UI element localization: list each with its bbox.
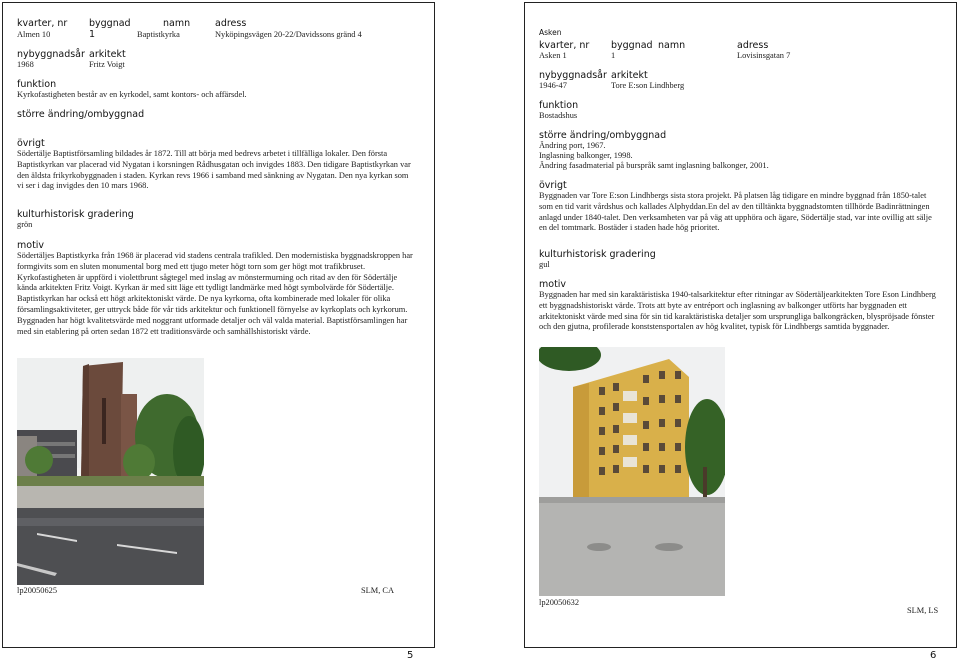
page-number-right: 6 [930,650,937,660]
value-byggnad: 1 [89,29,96,40]
value-kvarter: Asken 1 [539,51,567,60]
photo-id: lp20050632 [539,598,580,607]
page-number-left: 5 [407,650,414,660]
andring-line-1: Ändring port, 1967. [539,141,606,150]
label-kvarter: kvarter, nr [539,40,590,51]
andring-line-3: Ändring fasadmaterial på burspråk samt inglasning balkonger, 2001. [539,161,769,170]
label-storre-andring: större ändring/ombyggnad [17,109,145,120]
value-kvarter: Almen 10 [17,30,51,39]
label-funktion: funktion [539,100,579,111]
photo-credit: SLM, CA [361,586,395,595]
value-gradering: gul [539,260,550,269]
label-nybyggnadsar: nybyggnadsår [539,70,607,81]
value-namn: Baptistkyrka [137,30,180,39]
value-funktion: Kyrkofastigheten består av en kyrkodel, samt kontors- och affärsdel. [17,90,247,99]
label-ovrigt: övrigt [17,138,45,149]
value-gradering: grön [17,220,33,229]
photo-id: lp20050625 [17,586,58,595]
value-funktion: Bostadshus [539,111,578,120]
label-gradering: kulturhistorisk gradering [539,249,656,260]
church-photo [17,358,204,585]
label-namn: namn [658,40,686,51]
label-storre-andring: större ändring/ombyggnad [539,130,667,141]
label-gradering: kulturhistorisk gradering [17,209,134,220]
label-arkitekt: arkitekt [89,49,126,60]
value-arkitekt: Tore E:son Lindhberg [611,81,685,90]
value-motiv: Byggnaden har med sin karaktäristiska 1940-talsarkitektur efter ritningar av Södertäljearkitekten Tore Eson Lindhberg ett byggnadshistoriskt värde. Trots att byte av entréport och inglasning av balkonger utförts har byggnaden ett arkitektoniskt värde med sina för sin tid karaktäristiska detaljer som ursprungliga balkongräcken, blyspröjsade fönster och den gjutna, profilerade konststensportalen av hög kvalitet, typisk för Lindhbergs samtida byggnader. [539,290,936,332]
label-nybyggnadsar: nybyggnadsår [17,49,85,60]
photo-credit: SLM, LS [907,606,939,615]
right-page [524,2,957,648]
value-adress: Nyköpingsvägen 20-22/Davidssons gränd 4 [215,30,362,39]
value-ovrigt: Byggnaden var Tore E:son Lindhbergs sista stora projekt. På platsen låg tidigare en mindre byggnad från 1850-talet som en tid varit vårdshus och kallades Alphyddan.En del av den tilltänkta byggnadstomten tillhörde Badinrättningen anlagd under 1840-talet. Den verksamheten var på väg att upphöra och ägare, Södertälje stad, var inte ovillig att sälje en del tomtmark. Bostäder i staden hade hög prioritet. [539,191,932,233]
apartment-photo [539,347,725,596]
label-motiv: motiv [539,279,567,290]
label-ovrigt: övrigt [539,180,567,191]
label-arkitekt: arkitekt [611,70,648,81]
section-header: Asken [539,28,562,37]
value-ovrigt: Södertälje Baptistförsamling bildades år 1872. Till att börja med bedrevs arbetet i tillfälliga lokaler. Den första Baptistkyrkan var placerad vid Nygatan i korsningen Rådhusgatan och invigdes 1883. Den tidigare Baptistkyrkan var den äldsta frikyrkobyggnaden i staden. Kyrkan revs 1966 i samband med sänkning av Nygatan. Den nya kyrkan som vi ser i dag invigdes den 10 mars 1968. [17,149,411,191]
value-nybyggnadsar: 1946-47 [539,81,567,90]
label-funktion: funktion [17,79,57,90]
label-adress: adress [737,40,769,51]
label-namn: namn [163,18,191,29]
label-motiv: motiv [17,240,45,251]
label-adress: adress [215,18,247,29]
andring-line-2: Inglasning balkonger, 1998. [539,151,633,160]
left-page [2,2,435,648]
value-motiv: Södertäljes Baptistkyrka från 1968 är placerad vid stadens centrala trafikled. Den modernistiska byggnadskroppen har formgivits som en sluten monumental borg med ett tjugo meter högt torn som ger högt mot trafikbruset. Kyrkofastigheten är uppförd i violettbrunt sågtegel med inslag av mönstermurning och ritad av den för Södertälje kända arkitekten Fritz Voigt. Kyrkan är med sitt läge ett tydligt landmärke med högt symbolvärde för Södertälje. Baptistkyrkan har också ett högt arkitektoniskt värde. De nya kyrkorna, ofta kombinerade med lokaler för olika församlingsaktiviteter, ger uttryck både för vår tids arkitektur och funktionell förnyelse av kyrkoplats och kyrkorum. Byggnaden har högt kvalitetsvärde med noggrant utformade detaljer och väl valda material. Baptistförsamlingen har med sin etablering på orten sedan 1872 ett traditionsvärde och samhällshistoriskt värde. [17,251,413,336]
value-adress: Lovisinsgatan 7 [737,51,791,60]
value-arkitekt: Fritz Voigt [89,60,125,69]
value-byggnad: 1 [611,51,616,60]
value-nybyggnadsar: 1968 [17,60,34,69]
label-byggnad: byggnad [89,18,131,29]
label-byggnad: byggnad [611,40,653,51]
label-kvarter: kvarter, nr [17,18,68,29]
